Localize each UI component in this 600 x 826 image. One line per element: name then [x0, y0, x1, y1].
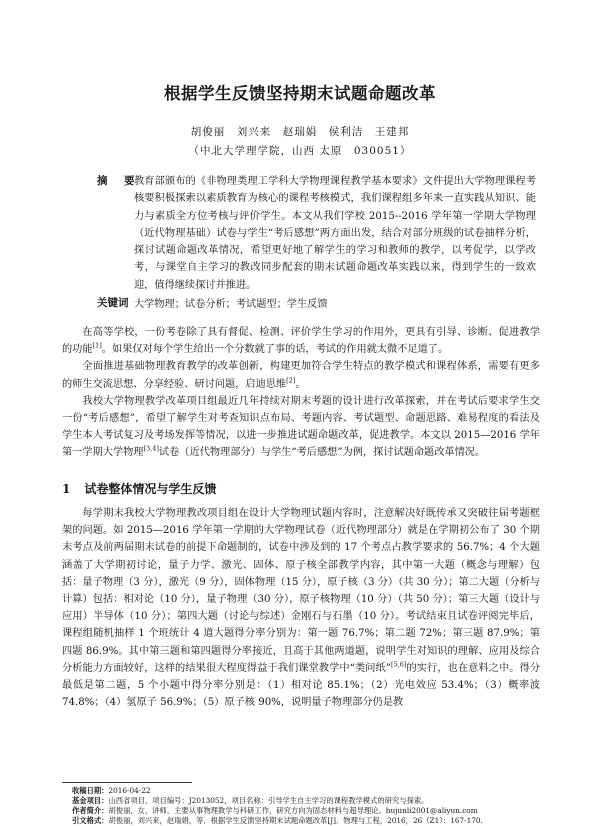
citation-ref: [2]	[286, 376, 296, 385]
section-1-body	[62, 505, 540, 711]
section-number: 1	[62, 482, 71, 496]
affiliation: （中北大学理学院，山西 太原 030051）	[188, 145, 412, 157]
intro-p1-text: 在高等学校，一份考卷除了具有督促、检测、评价学生学习的作用外，更具有引导、诊断、促进教学的功能	[62, 327, 540, 356]
footnote-citation	[72, 816, 483, 826]
author-list: 胡俊丽 刘兴来 赵瑞娟 侯利洁 王建邦	[190, 126, 410, 138]
author-bio-text: 胡俊丽，女，讲师，主要从事物理教学与科研工作，研究方向为固态材料与超导理论。hujunli2001@aliyun.com	[108, 806, 478, 815]
intro-p2-tail: 。	[295, 378, 306, 390]
fund-text: 山西省项目，项目编号：J2013052，项目名称：引导学生自主学习的课程教学模式的研究与探索。	[108, 796, 429, 805]
footnote-received	[72, 786, 151, 796]
fund-label: 基金项目：	[72, 796, 109, 805]
author-bio-label: 作者简介：	[72, 806, 109, 815]
footnote-fund	[72, 796, 428, 806]
footnote-author	[72, 806, 478, 816]
paper-title: 根据学生反馈坚持期末试题命题改革	[164, 84, 436, 103]
intro-paragraph-2	[62, 358, 540, 392]
citation-label: 引文格式：	[72, 816, 109, 825]
citation-ref: [5,6]	[391, 660, 407, 669]
citation-ref: [1]	[92, 341, 102, 350]
intro-p2-text: 全面推进基础物理教育教学的改革创新，构建更加符合学生特点的教学模式和课程体系，需要有更多的师生交流思想、分享经验、研讨问题，启迪思维	[62, 361, 540, 390]
intro-p3-tail: 试卷（近代物理部分）与学生“考后感想”为例，探讨试题命题改革情况。	[158, 447, 486, 459]
received-date: 2016-04-22	[108, 786, 151, 795]
abstract-text: 教育部颁布的《非物理类理工学科大学物理课程教学基本要求》文件提出大学物理课程考核要积极探索以素质教育为核心的课程考核模式，我们课程组多年来一直实践从知识、能力与素质全方位考核与评价学生。本文从我们学校 2015--2016 学年第一学期大学物理（近代物理基础）试卷与学生“考后感想”两方面出发，结合对部分班级的试卷抽样分析，探讨试题命题改革情况，希望更好地了解学生的学习和教师的教学，以考促学，以学改考，与课堂自主学习的教改同步配套的期末试题命题改革实践以来，得到学生的一致欢迎，值得继续探讨并推进。	[134, 176, 536, 291]
section-title: 试卷整体情况与学生反馈	[84, 482, 217, 496]
intro-paragraph-3	[62, 393, 540, 462]
abstract-label: 摘 要	[97, 175, 138, 187]
keywords-label: 关键词	[97, 297, 129, 309]
keywords-text: 大学物理；试卷分析；考试题型；学生反馈	[134, 299, 328, 310]
citation-text: 胡俊丽，刘兴来，赵瑞娟，等．根据学生反馈坚持期末试题命题改革[J]．物理与工程，2016，26（Z1）：167-170.	[108, 816, 483, 825]
citation-ref: [3,4]	[143, 445, 159, 454]
section-1-tail: 的实行，也在意料之中。得分最低是第二题，5 个小题中得分率分别是：（1）相对论 85.1%；（2）光电效应 53.4%；（3）概率波 74.8%；（4）氢原子 56.9%；（5）原子核 90%，说明量子物理部分仍是教	[62, 662, 541, 709]
section-1-paragraph	[62, 505, 540, 711]
introduction	[62, 324, 540, 462]
received-label: 收稿日期：	[72, 786, 109, 795]
intro-paragraph-1	[62, 324, 540, 358]
intro-p3-text: 我校大学物理教学改革项目组最近几年持续对期末考题的设计进行改革探索，并在考试后要求学生交一份“考后感想”，希望了解学生对考查知识点布局、考题内容、考试题型、命题思路、难易程度的看法及学生本人考试复习及考场发挥等情况，以进一步推进试题命题改革，促进教学。本文以 2015—2016 学年第一学期大学物理	[62, 395, 540, 459]
intro-p1-tail: 。如果仅对每个学生给出一个分数就了事的话，考试的作用就太微不足道了。	[101, 344, 449, 356]
section-heading	[62, 480, 216, 497]
footnote-divider	[62, 782, 192, 783]
section-1-text: 每学期末我校大学物理教改项目组在设计大学物理试题内容时，注意解决好既传承又突破往届考题框架的问题。如 2015—2016 学年第一学期的大学物理试卷（近代物理部分）就是在学期初公布了 30 个期末考点及前两届期末试卷的前提下命题制的，试卷中涉及到的 17 个考点占教学要求的 56.7%；4 个大题涵盖了大学期初讨论，量子力学、激光、固体、原子核全部教学内容，其中第一大题（概念与理解）包括：量子物理（3 分），激光（9 分），固体物理（15 分），原子核（3 分）（共 30 分）；第二大题（分析与计算）包括：相对论（10 分），量子物理（30 分），原子核物理（10 分）（共 50 分）；第三大题（设计与应用）半导体（10 分）；第四大题（讨论与综述）金刚石与石墨（10 分）。考试结束且试卷评阅完毕后，课程组随机抽样 1 个班统计 4 道大题得分率分别为：第一题 76.7%；第二题 72%；第三题 87.9%；第四题 86.9%。其中第三题和第四题得分率接近，且高于其他两道题，说明学生对知识的理解、应用及综合分析能力方面较好，这样的结果很大程度得益于我们课堂教学中“类问纸”	[62, 508, 540, 674]
